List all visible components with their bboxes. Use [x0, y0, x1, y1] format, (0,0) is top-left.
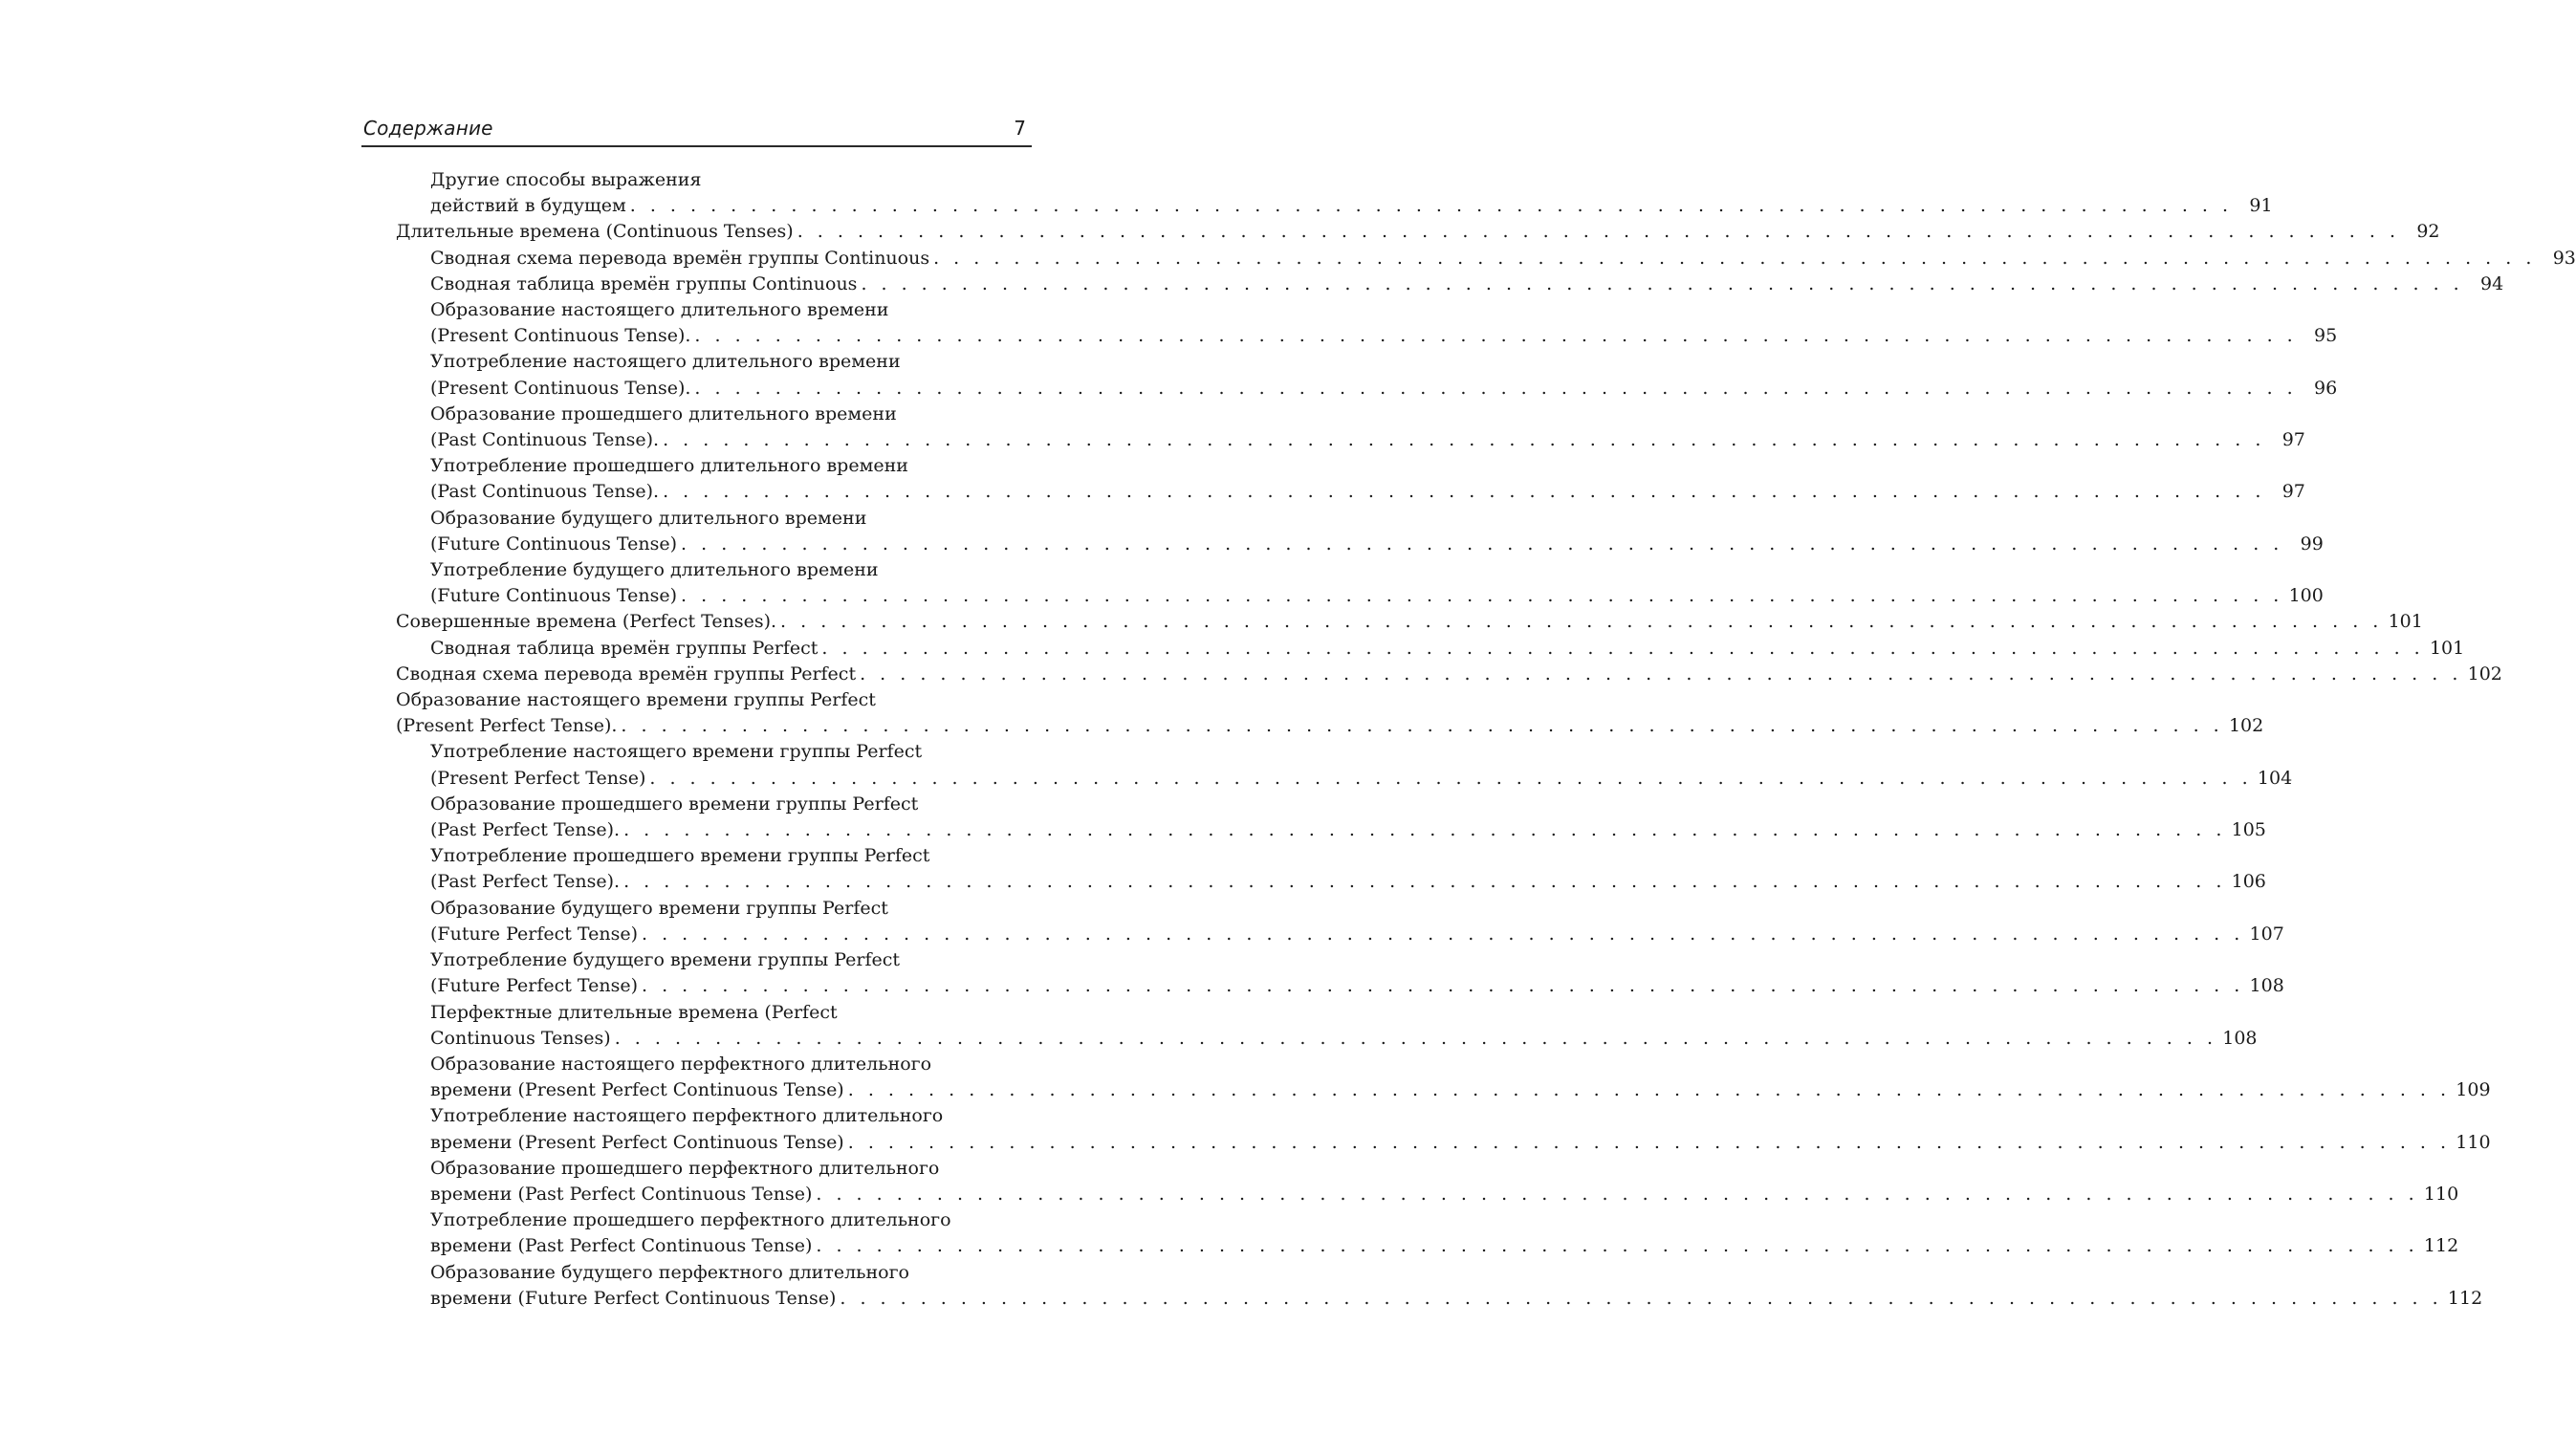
toc-entry: [361, 167, 2273, 219]
toc-entry-text: (Future Continuous Tense): [430, 532, 678, 554]
toc-entry: [361, 687, 2264, 739]
toc-entry-text: Образование прошедшего времени группы Perfect: [430, 793, 919, 815]
dot-leader: . . . . . . . . . . . . . . . . . . . . . . . . . . . . . . . . . . . . . . . . . . . . . . . . . . . . . . . . . . . . . . . . . . . . . . . . . . . . . . . .: [816, 1235, 2419, 1257]
toc-entry-last-line: [430, 766, 2293, 792]
dot-leader: . . . . . . . . . . . . . . . . . . . . . . . . . . . . . . . . . . . . . . . . . . . . . . . . . . . . . . . . . . . . . . . . . . . . . . . . . . . . . . . .: [649, 767, 2253, 789]
toc-entry-last-line: [430, 1182, 2459, 1207]
toc-entry-text: Употребление будущего времени группы Perfect: [430, 949, 901, 971]
toc-entry: [361, 297, 2338, 349]
toc-entry-text: Другие способы выражения: [430, 169, 702, 190]
table-of-contents: [361, 167, 2576, 1312]
toc-page-number: 100: [2288, 585, 2324, 607]
toc-entry: [361, 609, 2423, 635]
toc-entry-text: Образование прошедшего длительного времени: [430, 402, 897, 424]
toc-entry: [361, 349, 2338, 401]
toc-entry-text: (Present Continuous Tense).: [430, 325, 691, 347]
toc-entry-text: Образование настоящего перфектного длительного: [430, 1053, 932, 1075]
toc-page-number: 108: [2222, 1027, 2258, 1049]
toc-entry-last-line: [430, 1286, 2483, 1312]
dot-leader: . . . . . . . . . . . . . . . . . . . . . . . . . . . . . . . . . . . . . . . . . . . . . . . . . . . . . . . . . . . . . . . . . . . . . . . . . . . . . . . .: [797, 221, 2400, 243]
toc-entry: [361, 739, 2293, 791]
toc-entry-text: (Past Perfect Tense).: [430, 871, 621, 893]
toc-entry-text: (Future Perfect Tense): [430, 923, 639, 945]
toc-page-number: 95: [2314, 325, 2338, 347]
dot-leader: . . . . . . . . . . . . . . . . . . . . . . . . . . . . . . . . . . . . . . . . . . . . . . . . . . . . . . . . . . . . . . . . . . . . . . . . . . . . . . . .: [694, 325, 2298, 347]
toc-entry-text: Употребление настоящего перфектного длительного: [430, 1105, 944, 1127]
toc-entry-last-line: [430, 272, 2504, 297]
dot-leader: . . . . . . . . . . . . . . . . . . . . . . . . . . . . . . . . . . . . . . . . . . . . . . . . . . . . . . . . . . . . . . . . . . . . . . . . . . . . . . . .: [629, 195, 2233, 217]
running-header-title: Содержание: [363, 117, 493, 140]
toc-entry-text: Употребление прошедшего длительного времени: [430, 455, 908, 477]
dot-leader: . . . . . . . . . . . . . . . . . . . . . . . . . . . . . . . . . . . . . . . . . . . . . . . . . . . . . . . . . . . . . . . . . . . . . . . . . . . . . . . .: [663, 481, 2265, 503]
toc-entry: [361, 402, 2305, 453]
toc-page-number: 110: [2456, 1131, 2491, 1153]
toc-entry: [361, 662, 2502, 687]
dot-leader: . . . . . . . . . . . . . . . . . . . . . . . . . . . . . . . . . . . . . . . . . . . . . . . . . . . . . . . . . . . . . . . . . . . . . . . . . . . . . . . .: [621, 715, 2224, 737]
toc-page-number: 102: [2467, 663, 2502, 684]
toc-page-number: 94: [2480, 272, 2504, 294]
toc-entry: [361, 896, 2284, 947]
toc-entry-last-line: [430, 427, 2305, 453]
toc-page-number: 97: [2281, 429, 2305, 451]
toc-page-number: 97: [2281, 481, 2305, 503]
dot-leader: . . . . . . . . . . . . . . . . . . . . . . . . . . . . . . . . . . . . . . . . . . . . . . . . . . . . . . . . . . . . . . . . . . . . . . . . . . . . . . . .: [861, 272, 2464, 294]
toc-entry: [361, 246, 2576, 272]
toc-entry-text: Употребление настоящего длительного времени: [430, 351, 901, 373]
toc-entry-last-line: [430, 583, 2324, 609]
toc-entry-text: времени (Past Perfect Continuous Tense): [430, 1183, 813, 1205]
running-header-page-number: 7: [1014, 117, 1026, 140]
toc-entry: [361, 1156, 2459, 1207]
toc-page-number: 96: [2314, 377, 2338, 399]
toc-entry-text: (Past Perfect Tense).: [430, 819, 621, 841]
dot-leader: . . . . . . . . . . . . . . . . . . . . . . . . . . . . . . . . . . . . . . . . . . . . . . . . . . . . . . . . . . . . . . . . . . . . . . . . . . . . . . . .: [681, 532, 2283, 554]
toc-page-number: 106: [2231, 871, 2266, 893]
toc-entry-last-line: [396, 713, 2264, 739]
book-page: [361, 113, 2576, 1312]
toc-entry-last-line: [430, 479, 2305, 505]
toc-entry-text: (Present Continuous Tense).: [430, 377, 691, 399]
dot-leader: . . . . . . . . . . . . . . . . . . . . . . . . . . . . . . . . . . . . . . . . . . . . . . . . . . . . . . . . . . . . . . . . . . . . . . . . . . . . . . . .: [847, 1079, 2451, 1101]
dot-leader: . . . . . . . . . . . . . . . . . . . . . . . . . . . . . . . . . . . . . . . . . . . . . . . . . . . . . . . . . . . . . . . . . . . . . . . . . . . . . . . .: [840, 1287, 2443, 1309]
toc-entry-last-line: [430, 922, 2284, 947]
toc-page-number: 102: [2228, 715, 2264, 737]
toc-entry-last-line: [430, 532, 2324, 557]
dot-leader: . . . . . . . . . . . . . . . . . . . . . . . . . . . . . . . . . . . . . . . . . . . . . . . . . . . . . . . . . . . . . . . . . . . . . . . . . . . . . . . .: [642, 975, 2244, 997]
toc-entry-text: (Past Continuous Tense).: [430, 481, 660, 503]
toc-entry-last-line: [430, 1130, 2491, 1156]
dot-leader: . . . . . . . . . . . . . . . . . . . . . . . . . . . . . . . . . . . . . . . . . . . . . . . . . . . . . . . . . . . . . . . . . . . . . . . . . . . . . . . .: [860, 663, 2462, 684]
toc-entry-last-line: [430, 973, 2284, 999]
dot-leader: . . . . . . . . . . . . . . . . . . . . . . . . . . . . . . . . . . . . . . . . . . . . . . . . . . . . . . . . . . . . . . . . . . . . . . . . . . . . . . . .: [663, 429, 2265, 451]
toc-page-number: 112: [2423, 1235, 2459, 1257]
toc-entry-last-line: [430, 1026, 2258, 1052]
toc-entry-text: (Present Perfect Tense).: [396, 715, 618, 737]
toc-page-number: 93: [2552, 247, 2576, 269]
toc-entry-last-line: [430, 376, 2338, 402]
toc-entry-text: Употребление прошедшего времени группы Perfect: [430, 845, 930, 867]
running-header: [361, 113, 1032, 147]
toc-entry-last-line: [430, 636, 2465, 662]
toc-entry: [361, 1000, 2258, 1052]
toc-entry-text: Образование настоящего времени группы Perfect: [396, 689, 876, 711]
toc-entry-text: Употребление настоящего времени группы Perfect: [430, 741, 923, 763]
toc-entry: [361, 843, 2266, 895]
toc-entry-text: Сводная схема перевода времён группы Continuous: [430, 247, 930, 269]
toc-entry-text: Образование будущего длительного времени: [430, 507, 867, 529]
toc-entry-last-line: [430, 246, 2576, 272]
toc-entry: [361, 453, 2305, 505]
toc-entry: [361, 1260, 2483, 1312]
toc-entry-text: Сводная таблица времён группы Continuous: [430, 272, 858, 294]
toc-page-number: 108: [2249, 975, 2284, 997]
toc-entry-text: Образование будущего времени группы Perfect: [430, 897, 888, 919]
toc-entry-text: Сводная схема перевода времён группы Perfect: [396, 663, 857, 684]
toc-entry-text: Длительные времена (Continuous Tenses): [396, 221, 794, 243]
toc-entry-text: Continuous Tenses): [430, 1027, 611, 1049]
dot-leader: . . . . . . . . . . . . . . . . . . . . . . . . . . . . . . . . . . . . . . . . . . . . . . . . . . . . . . . . . . . . . . . . . . . . . . . . . . . . . . . .: [816, 1183, 2419, 1205]
toc-entry: [361, 636, 2465, 662]
toc-page-number: 101: [2429, 637, 2465, 659]
toc-page-number: 112: [2447, 1287, 2483, 1309]
toc-entry-last-line: [430, 323, 2338, 349]
toc-entry-text: Образование будущего перфектного длительного: [430, 1261, 909, 1283]
toc-page-number: 104: [2257, 767, 2293, 789]
dot-leader: . . . . . . . . . . . . . . . . . . . . . . . . . . . . . . . . . . . . . . . . . . . . . . . . . . . . . . . . . . . . . . . . . . . . . . . . . . . . . . . .: [780, 611, 2383, 633]
toc-entry-text: Употребление прошедшего перфектного длительного: [430, 1209, 951, 1231]
dot-leader: . . . . . . . . . . . . . . . . . . . . . . . . . . . . . . . . . . . . . . . . . . . . . . . . . . . . . . . . . . . . . . . . . . . . . . . . . . . . . . . .: [847, 1131, 2451, 1153]
toc-entry-last-line: [396, 609, 2423, 635]
toc-entry-last-line: [430, 869, 2266, 895]
toc-entry-last-line: [430, 817, 2266, 843]
toc-entry: [361, 792, 2266, 843]
dot-leader: . . . . . . . . . . . . . . . . . . . . . . . . . . . . . . . . . . . . . . . . . . . . . . . . . . . . . . . . . . . . . . . . . . . . . . . . . . . . . . . .: [623, 819, 2226, 841]
toc-entry: [361, 947, 2284, 999]
toc-entry-text: Образование настоящего длительного времени: [430, 299, 889, 321]
toc-entry: [361, 272, 2504, 297]
toc-page-number: 109: [2456, 1079, 2491, 1101]
toc-entry: [361, 506, 2324, 557]
toc-page-number: 91: [2249, 195, 2273, 217]
toc-entry-text: (Past Continuous Tense).: [430, 429, 660, 451]
dot-leader: . . . . . . . . . . . . . . . . . . . . . . . . . . . . . . . . . . . . . . . . . . . . . . . . . . . . . . . . . . . . . . . . . . . . . . . . . . . . . . . .: [623, 871, 2226, 893]
toc-page-number: 99: [2300, 532, 2324, 554]
toc-entry-last-line: [396, 662, 2502, 687]
toc-page-number: 107: [2249, 923, 2284, 945]
toc-entry-text: Употребление будущего длительного времени: [430, 559, 879, 581]
toc-entry-text: времени (Present Perfect Continuous Tense): [430, 1131, 844, 1153]
toc-entry-last-line: [430, 1233, 2459, 1259]
dot-leader: . . . . . . . . . . . . . . . . . . . . . . . . . . . . . . . . . . . . . . . . . . . . . . . . . . . . . . . . . . . . . . . . . . . . . . . . . . . . . . . .: [694, 377, 2298, 399]
toc-entry-text: Совершенные времена (Perfect Tenses).: [396, 611, 777, 633]
dot-leader: . . . . . . . . . . . . . . . . . . . . . . . . . . . . . . . . . . . . . . . . . . . . . . . . . . . . . . . . . . . . . . . . . . . . . . . . . . . . . . . .: [614, 1027, 2217, 1049]
dot-leader: . . . . . . . . . . . . . . . . . . . . . . . . . . . . . . . . . . . . . . . . . . . . . . . . . . . . . . . . . . . . . . . . . . . . . . . . . . . . . . . .: [821, 637, 2425, 659]
toc-entry-text: (Present Perfect Tense): [430, 767, 646, 789]
toc-page-number: 92: [2416, 221, 2440, 243]
toc-entry-text: (Future Continuous Tense): [430, 585, 678, 607]
toc-page-number: 101: [2388, 611, 2423, 633]
toc-entry-last-line: [396, 219, 2440, 245]
toc-page-number: 110: [2423, 1183, 2459, 1205]
toc-entry: [361, 557, 2324, 609]
toc-entry: [361, 219, 2440, 245]
toc-entry-text: (Future Perfect Tense): [430, 975, 639, 997]
toc-entry-text: Перфектные длительные времена (Perfect: [430, 1001, 838, 1023]
toc-page-number: 105: [2231, 819, 2266, 841]
toc-entry: [361, 1052, 2491, 1103]
toc-entry-text: времени (Past Perfect Continuous Tense): [430, 1235, 813, 1257]
toc-entry-last-line: [430, 1077, 2491, 1103]
toc-entry-text: времени (Future Perfect Continuous Tense): [430, 1287, 837, 1309]
toc-entry-text: времени (Present Perfect Continuous Tense): [430, 1079, 844, 1101]
toc-entry-text: Сводная таблица времён группы Perfect: [430, 637, 819, 659]
toc-entry-text: действий в будущем: [430, 195, 626, 217]
toc-entry-text: Образование прошедшего перфектного длительного: [430, 1157, 940, 1179]
toc-entry: [361, 1207, 2459, 1259]
dot-leader: . . . . . . . . . . . . . . . . . . . . . . . . . . . . . . . . . . . . . . . . . . . . . . . . . . . . . . . . . . . . . . . . . . . . . . . . . . . . . . . .: [642, 923, 2244, 945]
dot-leader: . . . . . . . . . . . . . . . . . . . . . . . . . . . . . . . . . . . . . . . . . . . . . . . . . . . . . . . . . . . . . . . . . . . . . . . . . . . . . . . .: [681, 585, 2283, 607]
toc-entry-last-line: [430, 193, 2273, 219]
dot-leader: . . . . . . . . . . . . . . . . . . . . . . . . . . . . . . . . . . . . . . . . . . . . . . . . . . . . . . . . . . . . . . . . . . . . . . . . . . . . . . . .: [933, 247, 2536, 269]
toc-entry: [361, 1103, 2491, 1155]
